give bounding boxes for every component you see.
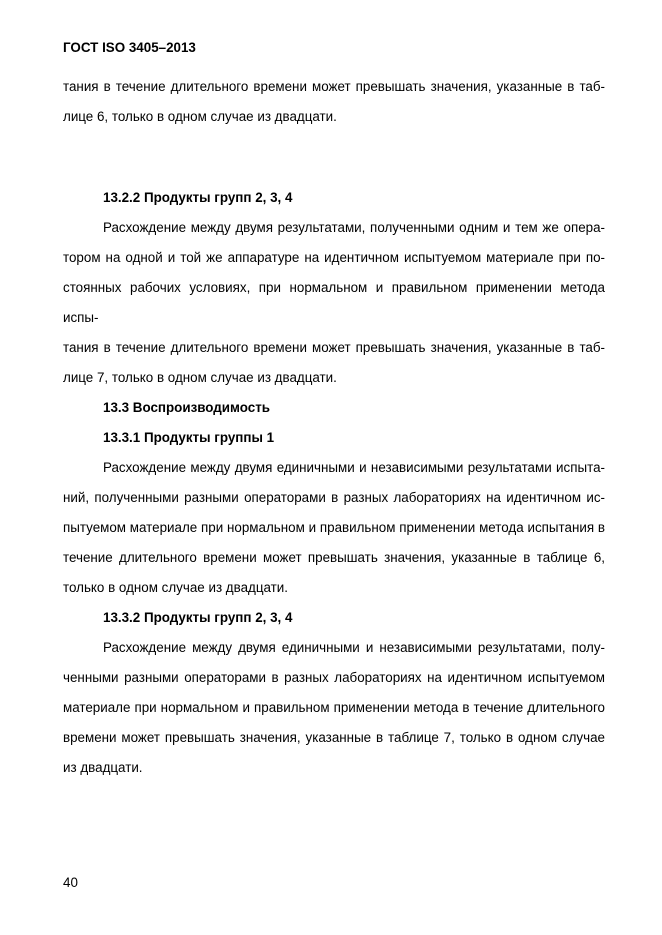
text-line: течение длительного времени может превышать значения, указанные в таблице 6, [63, 550, 605, 565]
section-heading-13-3-1: 13.3.1 Продукты группы 1 [103, 430, 275, 445]
text-line: пытуемом материале при нормальном и правильном применении метода испытания в [63, 520, 605, 535]
paragraph-13-3-2 [63, 633, 605, 783]
text-line: тания в течение длительного времени может превышать значения, указанные в таб- [63, 340, 605, 355]
text-line: Расхождение между двумя единичными и независимыми результатами, полу- [103, 640, 605, 655]
document-header: ГОСТ ISO 3405–2013 [63, 40, 196, 55]
text-line: тором на одной и той же аппаратуре на идентичном испытуемом материале при по- [63, 250, 605, 265]
document-body [63, 72, 605, 783]
text-line: Расхождение между двумя единичными и независимыми результатами испыта- [103, 460, 605, 475]
section-heading-13-3: 13.3 Воспроизводимость [103, 400, 270, 415]
page-number: 40 [63, 875, 78, 890]
text-line: времени может превышать значения, указанные в таблице 7, только в одном случае [63, 730, 605, 745]
text-line: стоянных рабочих условиях, при нормальном и правильном применении метода испы- [63, 280, 605, 325]
paragraph-13-3-1 [63, 453, 605, 603]
section-heading-13-2-2: 13.2.2 Продукты групп 2, 3, 4 [103, 190, 293, 205]
text-line: Расхождение между двумя результатами, полученными одним и тем же опера- [103, 220, 605, 235]
text-line: из двадцати. [63, 760, 143, 775]
text-line: материале при нормальном и правильном применении метода в течение длительного [63, 700, 605, 715]
text-line: лице 6, только в одном случае из двадцати. [63, 109, 337, 124]
paragraph-continuation [63, 72, 605, 132]
paragraph-13-2-2 [63, 213, 605, 393]
text-line: только в одном случае из двадцати. [63, 580, 288, 595]
text-line: ченными разными операторами в разных лабораториях на идентичном испытуемом [63, 670, 605, 685]
text-line: тания в течение длительного времени может превышать значения, указанные в таб- [63, 79, 605, 94]
section-heading-13-3-2: 13.3.2 Продукты групп 2, 3, 4 [103, 610, 293, 625]
text-line: лице 7, только в одном случае из двадцати. [63, 370, 337, 385]
text-line: ний, полученными разными операторами в разных лабораториях на идентичном ис- [63, 490, 605, 505]
